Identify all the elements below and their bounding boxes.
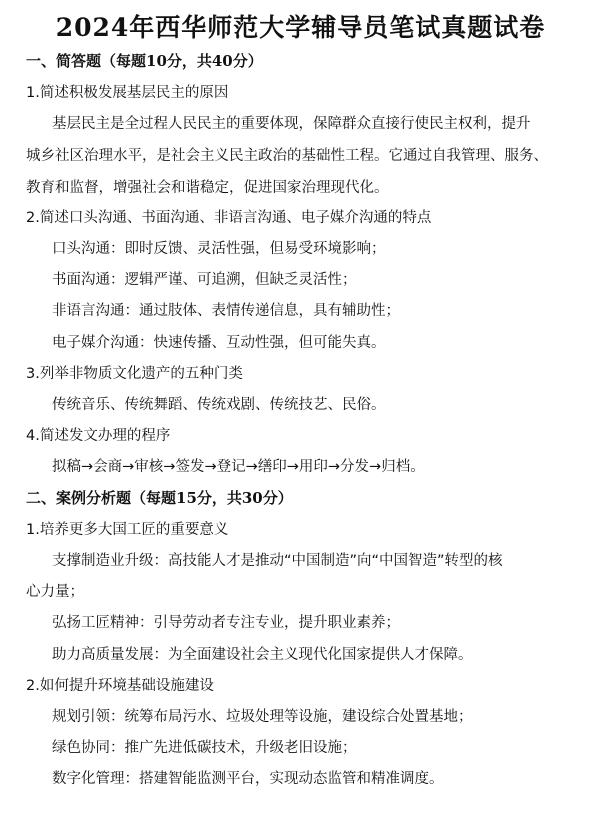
question-2-2: 2.如何提升环境基础设施建设 — [26, 678, 214, 694]
answer-line: 非语言沟通：通过肢体、表情传递信息，具有辅助性； — [52, 303, 400, 319]
question-1-2: 2.简述口头沟通、书面沟通、非语言沟通、电子媒介沟通的特点 — [26, 210, 432, 226]
document-title: 2024年西华师范大学辅导员笔试真题试卷 — [55, 13, 546, 42]
answer-line: 传统音乐、传统舞蹈、传统戏剧、传统技艺、民俗。 — [52, 397, 386, 413]
question-1-3: 3.列举非物质文化遗产的五种门类 — [26, 366, 243, 382]
answer-line: 弘扬工匠精神：引导劳动者专注专业，提升职业素养； — [52, 615, 400, 631]
answer-line: 规划引领：统筹布局污水、垃圾处理等设施，建设综合处置基地； — [52, 709, 473, 725]
answer-line: 心力量； — [26, 584, 84, 600]
question-1-1: 1.简述积极发展基层民主的原因 — [26, 85, 229, 101]
section-heading-short-answer: 一、简答题（每题10分，共40分） — [26, 52, 263, 70]
answer-line: 电子媒介沟通：快速传播、互动性强，但可能失真。 — [52, 335, 386, 351]
answer-line: 城乡社区治理水平，是社会主义民主政治的基础性工程。它通过自我管理、服务、 — [26, 148, 548, 164]
question-2-1: 1.培养更多大国工匠的重要意义 — [26, 522, 229, 538]
question-1-4: 4.简述发文办理的程序 — [26, 428, 171, 444]
answer-line: 基层民主是全过程人民民主的重要体现，保障群众直接行使民主权利，提升 — [52, 116, 531, 132]
answer-line: 绿色协同：推广先进低碳技术，升级老旧设施； — [52, 740, 357, 756]
answer-line: 口头沟通：即时反馈、灵活性强，但易受环境影响； — [52, 241, 386, 257]
answer-line: 教育和监督，增强社会和谐稳定，促进国家治理现代化。 — [26, 180, 389, 196]
answer-line: 书面沟通：逻辑严谨、可追溯，但缺乏灵活性； — [52, 272, 357, 288]
answer-line: 助力高质量发展：为全面建设社会主义现代化国家提供人才保障。 — [52, 647, 473, 663]
answer-line: 拟稿→会商→审核→签发→登记→缮印→用印→分发→归档。 — [52, 459, 425, 475]
answer-line: 数字化管理：搭建智能监测平台，实现动态监管和精准调度。 — [52, 771, 444, 787]
section-heading-case-analysis: 二、案例分析题（每题15分，共30分） — [26, 489, 293, 507]
answer-line: 支撑制造业升级：高技能人才是推动“中国制造”向“中国智造”转型的核 — [52, 553, 503, 569]
